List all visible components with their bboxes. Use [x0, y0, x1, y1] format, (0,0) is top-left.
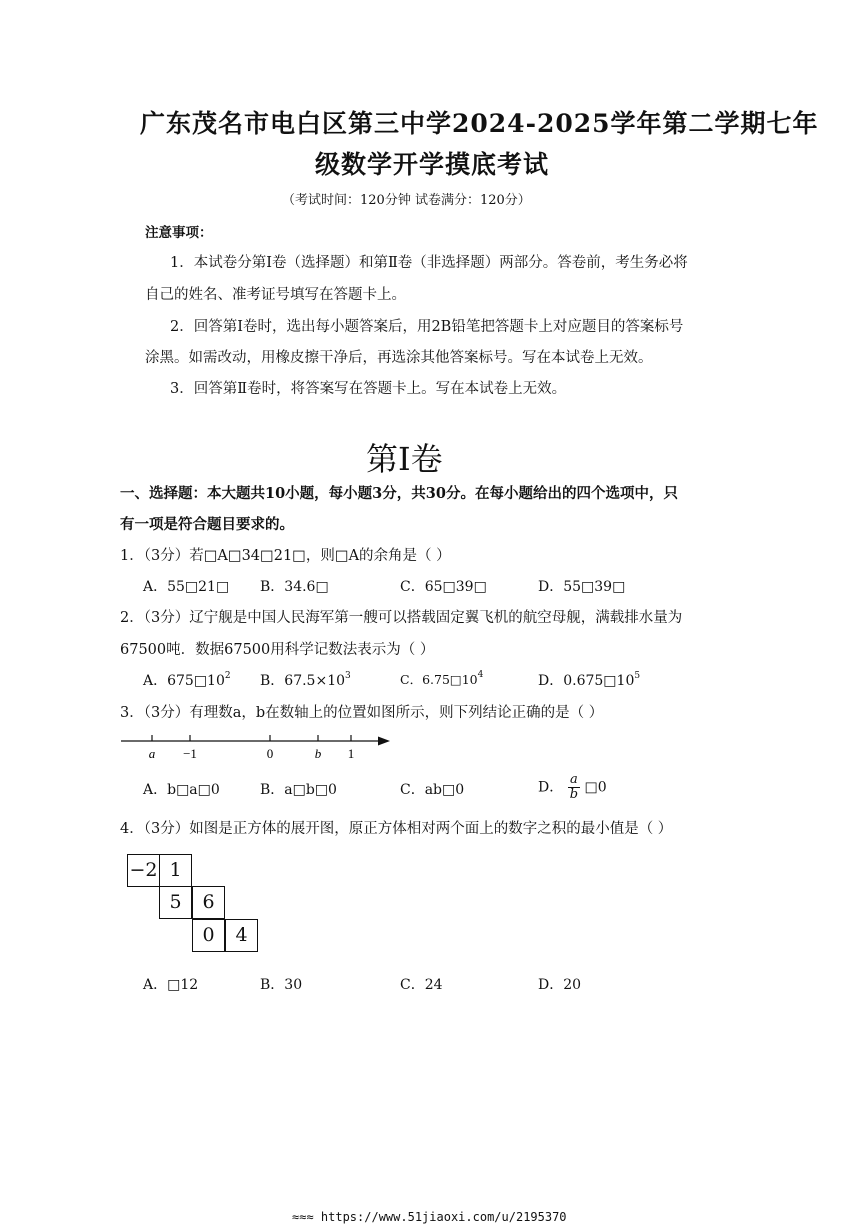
cube-face: 6: [192, 886, 225, 919]
q1-option-a[interactable]: A．55□21□: [143, 579, 230, 595]
cube-face: −2: [127, 854, 160, 887]
label-b: b: [314, 746, 322, 761]
q3-option-c[interactable]: C．ab□0: [400, 782, 465, 798]
q1-option-b[interactable]: B．34.6□: [260, 579, 329, 595]
q2-option-b[interactable]: B．$67.5\times 10^3$: [260, 671, 351, 689]
cube-face: 4: [225, 919, 258, 952]
fraction-a-over-b: $\frac{a}{b}$: [569, 772, 579, 802]
footer-url[interactable]: ≈≈≈ https://www.51jiaoxi.com/u/2195370: [292, 1210, 567, 1224]
number-line-figure: [118, 730, 398, 764]
notice-heading: 注意事项：: [145, 225, 213, 241]
q3-option-b[interactable]: B．a□b□0: [260, 782, 337, 798]
q3-option-a[interactable]: A．b□a□0: [143, 782, 220, 798]
section1-line2: 有一项是符合题目要求的。: [120, 516, 294, 533]
q2-stem-b: 67500吨．数据67500用科学记数法表示为（ ）: [120, 642, 435, 658]
notice-item2-a: 2．回答第Ⅰ卷时，选出每小题答案后，用2B铅笔把答题卡上对应题目的答案标号: [170, 319, 684, 335]
volume-title: 第Ⅰ卷: [366, 440, 443, 478]
q2-stem-a: 2．（3分）辽宁舰是中国人民海军第一艘可以搭载固定翼飞机的航空母舰，满载排水量为: [120, 610, 683, 626]
q2-option-c[interactable]: C．$6.75□10^4$: [400, 670, 484, 687]
cube-face: 1: [159, 854, 192, 887]
q4-option-a[interactable]: A．□12: [143, 977, 199, 993]
cube-face: 0: [192, 919, 225, 952]
q4-option-d[interactable]: D．20: [538, 977, 582, 993]
page-title-line1: 广东茂名市电白区第三中学2024-2025学年第二学期七年: [140, 109, 819, 138]
notice-item3: 3．回答第Ⅱ卷时，将答案写在答题卡上。写在本试卷上无效。: [170, 381, 567, 397]
section1-line1: 一、选择题：本大题共10小题，每小题3分，共30分。在每小题给出的四个选项中，只: [120, 485, 678, 502]
label-one: 1: [347, 746, 355, 761]
notice-item1-b: 自己的姓名、准考证号填写在答题卡上。: [145, 287, 406, 303]
label-zero: 0: [266, 746, 274, 761]
q1-option-d[interactable]: D．55□39□: [538, 579, 626, 595]
q1-option-c[interactable]: C．65□39□: [400, 579, 487, 595]
q1-stem: 1．（3分）若□A□34□21□，则□A的余角是（ ）: [120, 548, 451, 564]
q4-stem: 4．（3分）如图是正方体的展开图，原正方体相对两个面上的数字之积的最小值是（ ）: [120, 821, 673, 837]
q3-option-d[interactable]: D． $\frac{a}{b}$ □0: [538, 772, 607, 802]
q4-option-b[interactable]: B．30: [260, 977, 303, 993]
number-line-arrow: [378, 737, 390, 746]
q2-option-a[interactable]: A．$675□10^2$: [143, 671, 231, 689]
notice-item1-a: 1．本试卷分第Ⅰ卷（选择题）和第Ⅱ卷（非选择题）两部分。答卷前，考生务必将: [170, 255, 688, 271]
exam-info: （考试时间：120分钟 试卷满分：120分）: [282, 193, 531, 208]
cube-face: 5: [159, 886, 192, 919]
label-a: a: [148, 746, 156, 761]
label-minus-one: −1: [183, 746, 197, 761]
q4-option-c[interactable]: C．24: [400, 977, 443, 993]
q2-option-d[interactable]: D．$0.675□10^5$: [538, 671, 641, 689]
q3-stem: 3．（3分）有理数a，b在数轴上的位置如图所示，则下列结论正确的是（ ）: [120, 705, 604, 721]
page-title-line2: 级数学开学摸底考试: [315, 150, 550, 179]
notice-item2-b: 涂黑。如需改动，用橡皮擦干净后，再选涂其他答案标号。写在本试卷上无效。: [145, 350, 653, 366]
